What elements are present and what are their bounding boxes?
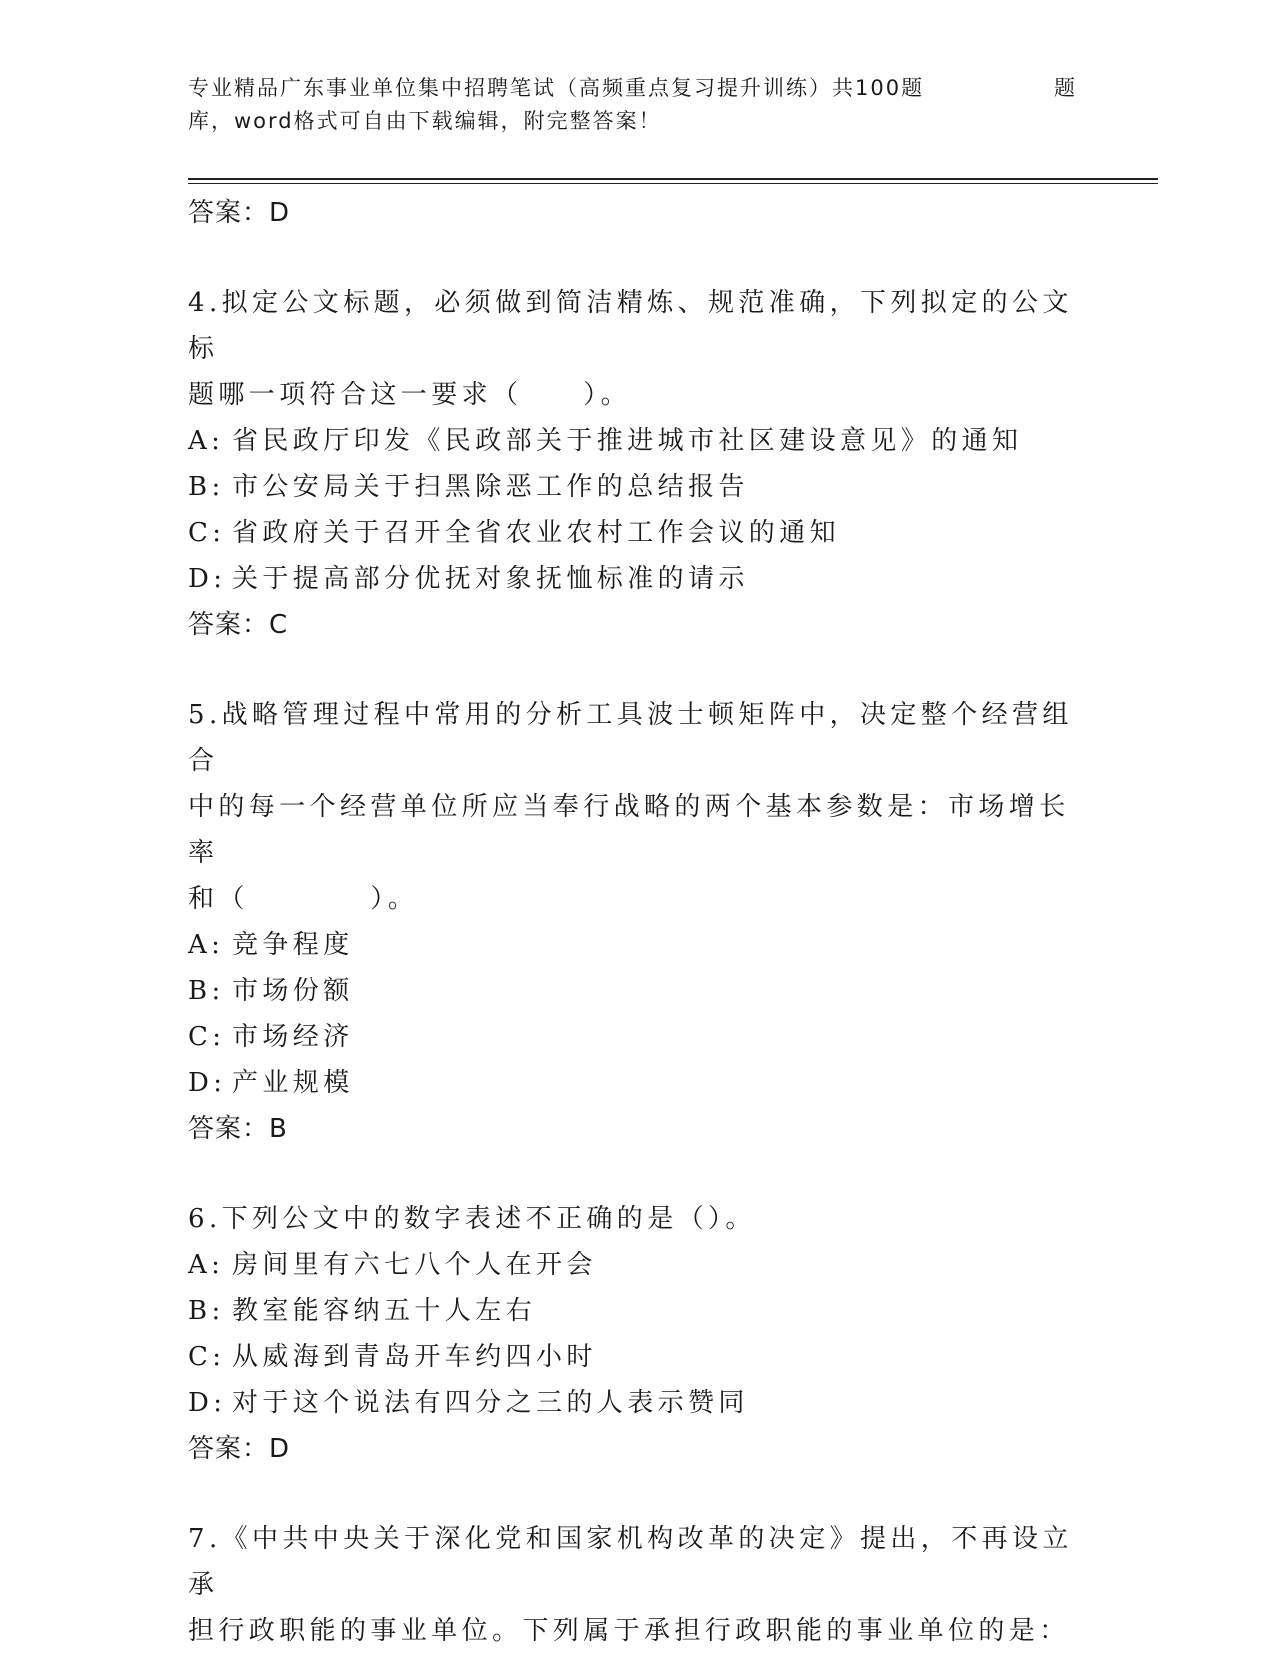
question-list [188,190,1088,1654]
question-answer: 答案：B [188,1114,288,1144]
option-text: 教室能容纳五十人左右 [232,1296,537,1326]
question-answer: 答案：C [188,610,289,640]
option-b [188,1288,1088,1334]
header-line-1-tail: 题 [1054,76,1077,100]
option-text: 关于提高部分优抚对象抚恤标准的请示 [232,564,749,594]
option-text: 市场经济 [232,1022,354,1052]
header-divider-thin [188,183,1158,184]
option-c [188,1334,1088,1380]
question-stem [188,280,1088,418]
header-line-1: 专业精品广东事业单位集中招聘笔试（高频重点复习提升训练）共100题 [188,76,925,100]
question-stem-line: 担行政职能的事业单位。下列属于承担行政职能的事业单位的是： [188,1616,1070,1646]
previous-answer: 答案：D [188,198,291,228]
option-b [188,464,1088,510]
option-text: 省民政厅印发《民政部关于推进城市社区建设意见》的通知 [232,426,1023,456]
option-text: 竞争程度 [232,930,354,960]
option-c [188,510,1088,556]
option-a [188,922,1088,968]
question-stem [188,1516,1088,1654]
question-stem-line: 题哪一项符合这一要求（ ）。 [188,380,632,410]
option-d [188,1060,1088,1106]
option-text: 从威海到青岛开车约四小时 [232,1342,597,1372]
option-d [188,556,1088,602]
option-key: A: [188,426,225,456]
option-key: A: [188,930,225,960]
option-key: A: [188,1250,225,1280]
spacer [188,1472,1088,1516]
option-key: D: [188,1068,227,1098]
header-line-2: 库，word格式可自由下载编辑，附完整答案！ [188,109,662,133]
option-key: D: [188,1388,227,1418]
spacer [188,236,1088,280]
option-text: 产业规模 [232,1068,354,1098]
option-key: B: [188,1296,225,1326]
option-text: 市场份额 [232,976,354,1006]
option-key: C: [188,1342,226,1372]
option-text: 对于这个说法有四分之三的人表示赞同 [232,1388,749,1418]
question-stem [188,692,1088,922]
question-stem-line: 中的每一个经营单位所应当奉行战略的两个基本参数是：市场增长率 [188,792,1070,868]
option-key: C: [188,1022,226,1052]
question-block [188,1196,1088,1472]
page-header [188,72,1088,138]
option-key: C: [188,518,226,548]
spacer [188,1152,1088,1196]
question-stem-line: 和（ ）。 [188,884,419,914]
question-stem-line: 6.下列公文中的数字表述不正确的是（）。 [188,1204,756,1234]
question-block [188,280,1088,648]
option-c [188,1014,1088,1060]
option-key: B: [188,472,225,502]
question-stem-line: 7.《中共中央关于深化党和国家机构改革的决定》提出，不再设立承 [188,1524,1073,1600]
option-key: D: [188,564,227,594]
option-text: 房间里有六七八个人在开会 [232,1250,597,1280]
option-a [188,1242,1088,1288]
option-text: 省政府关于召开全省农业农村工作会议的通知 [232,518,841,548]
option-key: B: [188,976,225,1006]
question-stem-line: 4.拟定公文标题，必须做到简洁精炼、规范准确，下列拟定的公文标 [188,288,1073,364]
question-answer: 答案：D [188,1434,291,1464]
option-text: 市公安局关于扫黑除恶工作的总结报告 [232,472,749,502]
question-block [188,1516,1088,1654]
option-a [188,418,1088,464]
option-b [188,968,1088,1014]
option-d [188,1380,1088,1426]
spacer [188,648,1088,692]
question-block [188,692,1088,1152]
question-stem-line: 5.战略管理过程中常用的分析工具波士顿矩阵中，决定整个经营组合 [188,700,1073,776]
question-stem [188,1196,1088,1242]
header-divider-thick [188,178,1158,180]
